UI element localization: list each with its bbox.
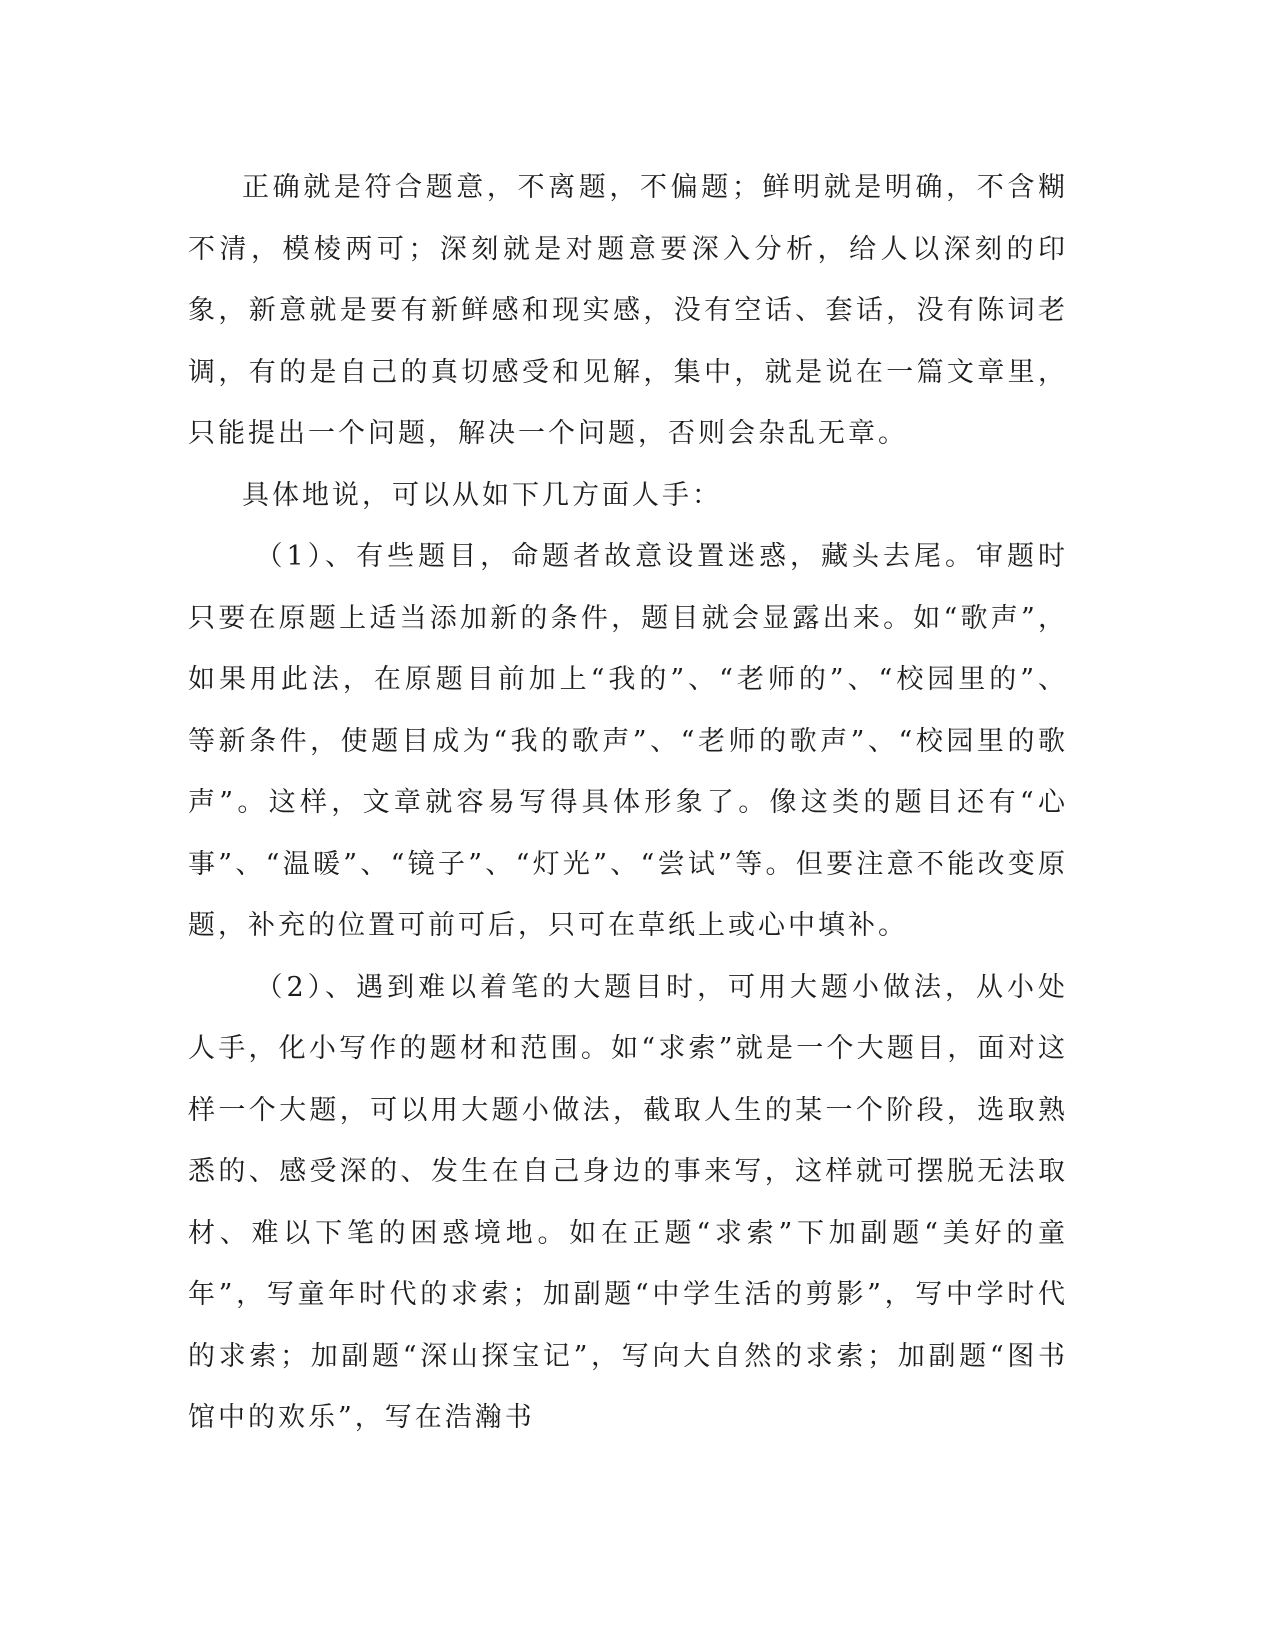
paragraph-2: 具体地说，可以从如下几方面人手： <box>242 479 722 511</box>
paragraph-1: 正确就是符合题意，不离题，不偏题；鲜明就是明确，不含糊不清，模棱两可；深刻就是对题意要深入分析，给人以深刻的印象，新意就是要有新鲜感和现实感，没有空话、套话，没有陈词老调，有的是自己的真切感受和见解，集中，就是说在一篇文章里，只能提出一个问题，解决一个问题，否则会杂乱无章。 <box>188 172 1068 449</box>
paragraph-4: （2）、遇到难以着笔的大题目时，可用大题小做法，从小处人手，化小写作的题材和范围。如“求索”就是一个大题目，面对这样一个大题，可以用大题小做法，截取人生的某一个阶段，选取熟悉的、感受深的、发生在自己身边的事来写，这样就可摆脱无法取材、难以下笔的困惑境地。如在正题“求索”下加副题“美好的童年”，写童年时代的求索；加副题“中学生活的剪影”，写中学时代的求索；加副题“深山探宝记”，写向大自然的求索；加副题“图书馆中的欢乐”，写在浩瀚书 <box>188 971 1068 1433</box>
paragraph-3: （1）、有些题目，命题者故意设置迷惑，藏头去尾。审题时只要在原题上适当添加新的条件，题目就会显露出来。如“歌声”，如果用此法，在原题目前加上“我的”、“老师的”、“校园里的”、等新条件，使题目成为“我的歌声”、“老师的歌声”、“校园里的歌声”。这样，文章就容易写得具体形象了。像这类的题目还有“心事”、“温暖”、“镜子”、“灯光”、“尝试”等。但要注意不能改变原题，补充的位置可前可后，只可在草纸上或心中填补。 <box>188 541 1068 941</box>
body-text <box>188 157 1068 1449</box>
